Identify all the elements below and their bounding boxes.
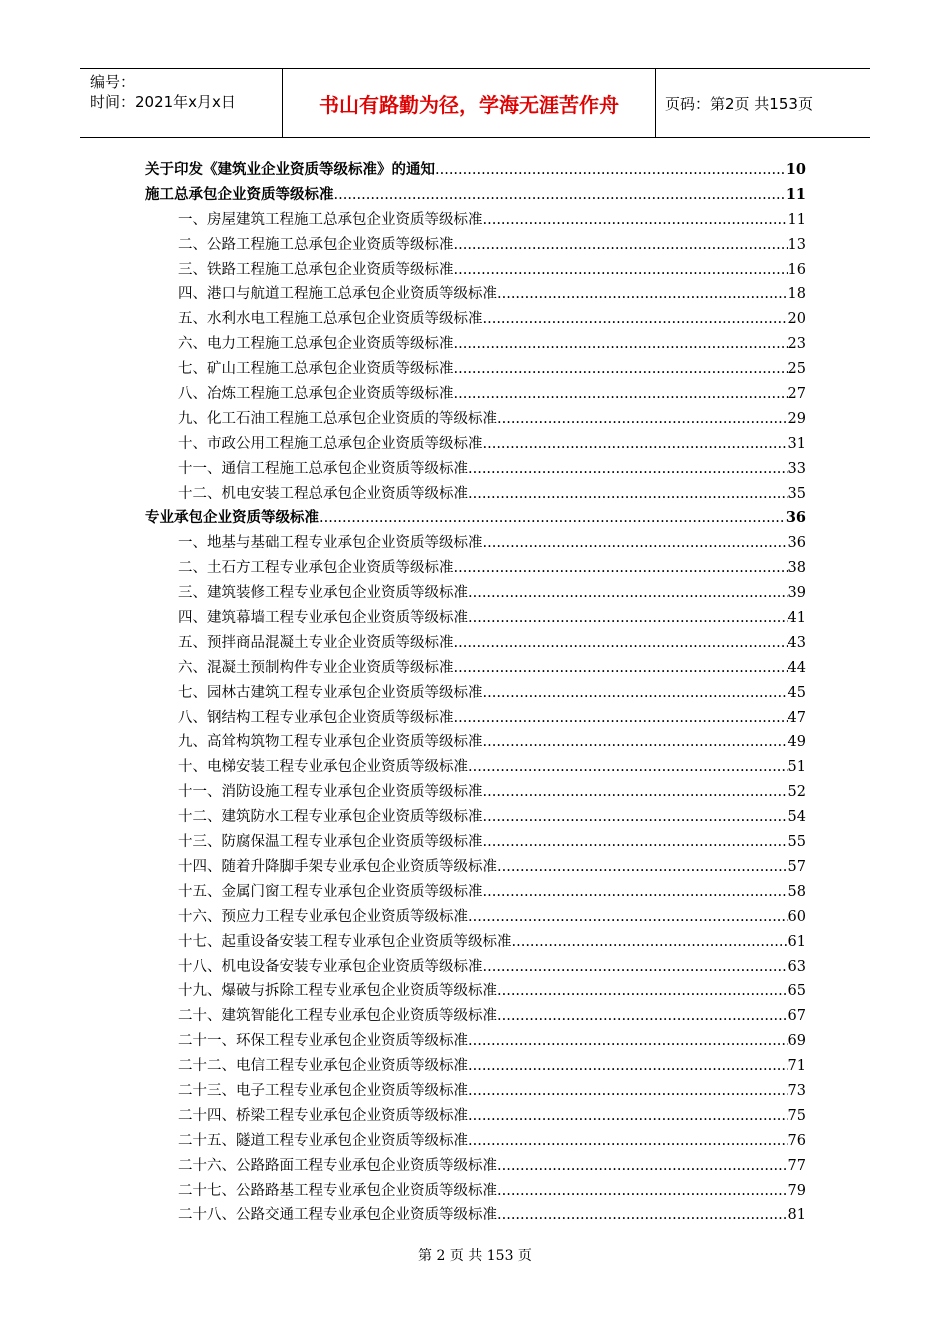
toc-entry[interactable]	[145, 1129, 806, 1154]
toc-entry-page: 11	[785, 185, 806, 203]
toc-dot-leader	[468, 606, 788, 631]
toc-dot-leader	[483, 531, 788, 556]
toc-entry[interactable]	[145, 656, 806, 681]
toc-entry-page: 55	[787, 834, 806, 851]
toc-entry-title: 二、土石方工程专业承包企业资质等级标准	[178, 560, 454, 577]
toc-entry-page: 58	[787, 883, 806, 900]
toc-dot-leader	[497, 1179, 788, 1204]
toc-dot-leader	[483, 307, 788, 332]
toc-dot-leader	[468, 1029, 788, 1054]
toc-entry[interactable]	[145, 855, 806, 880]
toc-dot-leader	[334, 183, 786, 208]
toc-entry[interactable]	[145, 1203, 806, 1228]
toc-entry-title: 十六、预应力工程专业承包企业资质等级标准	[178, 908, 468, 925]
toc-dot-leader	[483, 208, 788, 233]
toc-dot-leader	[454, 233, 788, 258]
toc-entry[interactable]	[145, 955, 806, 980]
toc-entry[interactable]	[145, 457, 806, 482]
toc-dot-leader	[483, 780, 788, 805]
toc-entry-page: 25	[787, 361, 806, 378]
toc-entry-title: 二十七、公路路基工程专业承包企业资质等级标准	[178, 1182, 497, 1199]
toc-entry-title: 八、冶炼工程施工总承包企业资质等级标准	[178, 386, 454, 403]
toc-entry-title: 四、港口与航道工程施工总承包企业资质等级标准	[178, 286, 497, 303]
toc-entry-page: 18	[787, 286, 806, 303]
toc-entry-title: 一、地基与基础工程专业承包企业资质等级标准	[178, 535, 483, 552]
table-of-contents	[145, 158, 806, 1228]
toc-entry[interactable]	[145, 357, 806, 382]
toc-dot-leader	[497, 1154, 788, 1179]
toc-entry-title: 十八、机电设备安装专业承包企业资质等级标准	[178, 958, 483, 975]
toc-entry-title: 二十二、电信工程专业承包企业资质等级标准	[178, 1058, 468, 1075]
header-page-info: 页码：第2页 共153页	[665, 94, 813, 113]
toc-entry[interactable]	[145, 880, 806, 905]
toc-entry[interactable]	[145, 706, 806, 731]
toc-entry-title: 十一、消防设施工程专业承包企业资质等级标准	[178, 784, 483, 801]
toc-entry-title: 十七、起重设备安装工程专业承包企业资质等级标准	[178, 933, 512, 950]
toc-entry-page: 49	[787, 734, 806, 751]
toc-entry-page: 47	[787, 709, 806, 726]
toc-entry-title: 四、建筑幕墙工程专业承包企业资质等级标准	[178, 610, 468, 627]
toc-entry[interactable]	[145, 730, 806, 755]
toc-dot-leader	[468, 1054, 788, 1079]
toc-entry-page: 36	[785, 509, 806, 527]
toc-entry-title: 十五、金属门窗工程专业承包企业资质等级标准	[178, 883, 483, 900]
toc-dot-leader	[454, 357, 788, 382]
toc-entry-page: 23	[787, 336, 806, 353]
toc-dot-leader	[497, 1004, 788, 1029]
toc-dot-leader	[497, 979, 788, 1004]
toc-entry[interactable]	[145, 805, 806, 830]
toc-entry-page: 27	[787, 386, 806, 403]
toc-entry-title: 五、水利水电工程施工总承包企业资质等级标准	[178, 311, 483, 328]
toc-entry-page: 54	[787, 809, 806, 826]
toc-entry[interactable]	[145, 307, 806, 332]
toc-entry-title: 施工总承包企业资质等级标准	[145, 185, 334, 203]
toc-entry-page: 73	[787, 1082, 806, 1099]
toc-entry[interactable]	[145, 979, 806, 1004]
toc-entry-title: 十、市政公用工程施工总承包企业资质等级标准	[178, 435, 483, 452]
toc-entry-title: 三、建筑装修工程专业承包企业资质等级标准	[178, 585, 468, 602]
toc-dot-leader	[512, 930, 788, 955]
toc-entry-title: 三、铁路工程施工总承包企业资质等级标准	[178, 261, 454, 278]
toc-entry[interactable]	[145, 332, 806, 357]
toc-dot-leader	[497, 282, 788, 307]
toc-entry-title: 二十八、公路交通工程专业承包企业资质等级标准	[178, 1207, 497, 1224]
toc-entry-title: 十、电梯安装工程专业承包企业资质等级标准	[178, 759, 468, 776]
toc-entry[interactable]	[145, 531, 806, 556]
toc-entry-page: 52	[787, 784, 806, 801]
toc-entry-page: 69	[787, 1033, 806, 1050]
toc-entry-page: 16	[787, 261, 806, 278]
toc-entry-title: 一、房屋建筑工程施工总承包企业资质等级标准	[178, 211, 483, 228]
toc-entry-title: 八、钢结构工程专业承包企业资质等级标准	[178, 709, 454, 726]
toc-entry[interactable]	[145, 208, 806, 233]
toc-section-entry[interactable]	[145, 158, 806, 183]
toc-dot-leader	[483, 805, 788, 830]
toc-entry-page: 35	[787, 485, 806, 502]
page-footer: 第 2 页 共 153 页	[418, 1248, 532, 1264]
toc-entry-page: 71	[787, 1058, 806, 1075]
header-page-cell	[655, 69, 870, 137]
toc-entry[interactable]	[145, 905, 806, 930]
toc-entry-title: 十九、爆破与拆除工程专业承包企业资质等级标准	[178, 983, 497, 1000]
toc-entry[interactable]	[145, 631, 806, 656]
toc-dot-leader	[483, 432, 788, 457]
page-header	[80, 68, 870, 138]
toc-dot-leader	[454, 631, 788, 656]
toc-dot-leader	[483, 880, 788, 905]
toc-entry-page: 81	[787, 1207, 806, 1224]
document-date: 时间：2021年x月x日	[90, 93, 236, 111]
toc-entry-title: 七、园林古建筑工程专业承包企业资质等级标准	[178, 684, 483, 701]
toc-entry-title: 专业承包企业资质等级标准	[145, 509, 319, 527]
toc-entry[interactable]	[145, 780, 806, 805]
toc-entry[interactable]	[145, 282, 806, 307]
toc-entry-page: 51	[787, 759, 806, 776]
toc-dot-leader	[468, 482, 788, 507]
toc-entry-page: 39	[787, 585, 806, 602]
toc-entry-page: 63	[787, 958, 806, 975]
toc-entry-page: 11	[787, 211, 806, 228]
toc-entry[interactable]	[145, 1079, 806, 1104]
toc-entry-page: 45	[787, 684, 806, 701]
toc-entry-title: 七、矿山工程施工总承包企业资质等级标准	[178, 361, 454, 378]
toc-entry[interactable]	[145, 1054, 806, 1079]
toc-entry[interactable]	[145, 1179, 806, 1204]
toc-entry[interactable]	[145, 606, 806, 631]
toc-entry-page: 60	[787, 908, 806, 925]
toc-entry[interactable]	[145, 755, 806, 780]
toc-entry-page: 76	[787, 1132, 806, 1149]
toc-entry-page: 67	[787, 1008, 806, 1025]
toc-dot-leader	[468, 905, 788, 930]
toc-dot-leader	[435, 158, 786, 183]
toc-entry-page: 31	[787, 435, 806, 452]
toc-entry-title: 关于印发《建筑业企业资质等级标准》的通知	[145, 161, 435, 178]
toc-entry-title: 二十五、隧道工程专业承包企业资质等级标准	[178, 1132, 468, 1149]
toc-entry-title: 五、预拌商品混凝土专业企业资质等级标准	[178, 634, 454, 651]
document-number-label: 编号：	[90, 73, 136, 91]
toc-dot-leader	[454, 332, 788, 357]
toc-entry[interactable]	[145, 1104, 806, 1129]
toc-entry-title: 十三、防腐保温工程专业承包企业资质等级标准	[178, 834, 483, 851]
toc-entry[interactable]	[145, 258, 806, 283]
toc-entry-page: 43	[787, 634, 806, 651]
toc-entry-title: 二十一、环保工程专业承包企业资质等级标准	[178, 1033, 468, 1050]
toc-entry[interactable]	[145, 382, 806, 407]
toc-entry[interactable]	[145, 432, 806, 457]
toc-dot-leader	[454, 382, 788, 407]
toc-dot-leader	[497, 855, 788, 880]
toc-entry-title: 十二、机电安装工程总承包企业资质等级标准	[178, 485, 468, 502]
toc-entry[interactable]	[145, 482, 806, 507]
toc-dot-leader	[497, 1203, 788, 1228]
toc-entry-title: 二十四、桥梁工程专业承包企业资质等级标准	[178, 1107, 468, 1124]
toc-entry-page: 36	[787, 535, 806, 552]
toc-entry-page: 38	[787, 560, 806, 577]
toc-entry[interactable]	[145, 930, 806, 955]
toc-entry-title: 二十、建筑智能化工程专业承包企业资质等级标准	[178, 1008, 497, 1025]
toc-entry-title: 九、化工石油工程施工总承包企业资质的等级标准	[178, 410, 497, 427]
toc-entry-page: 61	[787, 933, 806, 950]
toc-entry-title: 十四、随着升降脚手架专业承包企业资质等级标准	[178, 858, 497, 875]
toc-dot-leader	[483, 830, 788, 855]
toc-entry-page: 77	[787, 1157, 806, 1174]
toc-dot-leader	[468, 1104, 788, 1129]
toc-entry[interactable]	[145, 1004, 806, 1029]
toc-dot-leader	[497, 407, 788, 432]
toc-section-entry[interactable]	[145, 183, 806, 208]
toc-entry-page: 33	[787, 460, 806, 477]
toc-entry-title: 六、混凝土预制构件专业企业资质等级标准	[178, 659, 454, 676]
toc-entry-title: 十一、通信工程施工总承包企业资质等级标准	[178, 460, 468, 477]
toc-entry-title: 九、高耸构筑物工程专业承包企业资质等级标准	[178, 734, 483, 751]
toc-dot-leader	[454, 656, 788, 681]
toc-dot-leader	[468, 1129, 788, 1154]
header-motto: 书山有路勤为径，学海无涯苦作舟	[319, 92, 619, 117]
toc-dot-leader	[483, 681, 788, 706]
toc-dot-leader	[319, 506, 786, 531]
toc-entry[interactable]	[145, 681, 806, 706]
toc-entry-title: 二十三、电子工程专业承包企业资质等级标准	[178, 1082, 468, 1099]
toc-dot-leader	[454, 706, 788, 731]
toc-entry[interactable]	[145, 1154, 806, 1179]
toc-dot-leader	[483, 955, 788, 980]
toc-dot-leader	[454, 258, 788, 283]
toc-entry-title: 二、公路工程施工总承包企业资质等级标准	[178, 236, 454, 253]
toc-entry-title: 十二、建筑防水工程专业承包企业资质等级标准	[178, 809, 483, 826]
toc-entry-page: 44	[787, 659, 806, 676]
toc-entry[interactable]	[145, 1029, 806, 1054]
toc-entry-title: 六、电力工程施工总承包企业资质等级标准	[178, 336, 454, 353]
toc-dot-leader	[468, 581, 788, 606]
toc-section-entry[interactable]	[145, 506, 806, 531]
toc-entry-page: 57	[787, 858, 806, 875]
toc-entry[interactable]	[145, 233, 806, 258]
toc-entry-title: 二十六、公路路面工程专业承包企业资质等级标准	[178, 1157, 497, 1174]
toc-entry-page: 65	[787, 983, 806, 1000]
toc-entry-page: 41	[787, 610, 806, 627]
toc-entry[interactable]	[145, 581, 806, 606]
toc-entry-page: 10	[785, 161, 806, 178]
toc-entry-page: 29	[787, 410, 806, 427]
toc-entry-page: 20	[787, 311, 806, 328]
toc-entry-page: 13	[787, 236, 806, 253]
toc-entry-page: 79	[787, 1182, 806, 1199]
toc-dot-leader	[468, 457, 788, 482]
header-motto-cell	[282, 69, 656, 137]
toc-entry[interactable]	[145, 407, 806, 432]
toc-dot-leader	[468, 1079, 788, 1104]
header-meta-cell	[80, 69, 282, 137]
toc-entry[interactable]	[145, 830, 806, 855]
toc-dot-leader	[483, 730, 788, 755]
toc-entry[interactable]	[145, 556, 806, 581]
toc-dot-leader	[468, 755, 788, 780]
toc-dot-leader	[454, 556, 788, 581]
toc-entry-page: 75	[787, 1107, 806, 1124]
